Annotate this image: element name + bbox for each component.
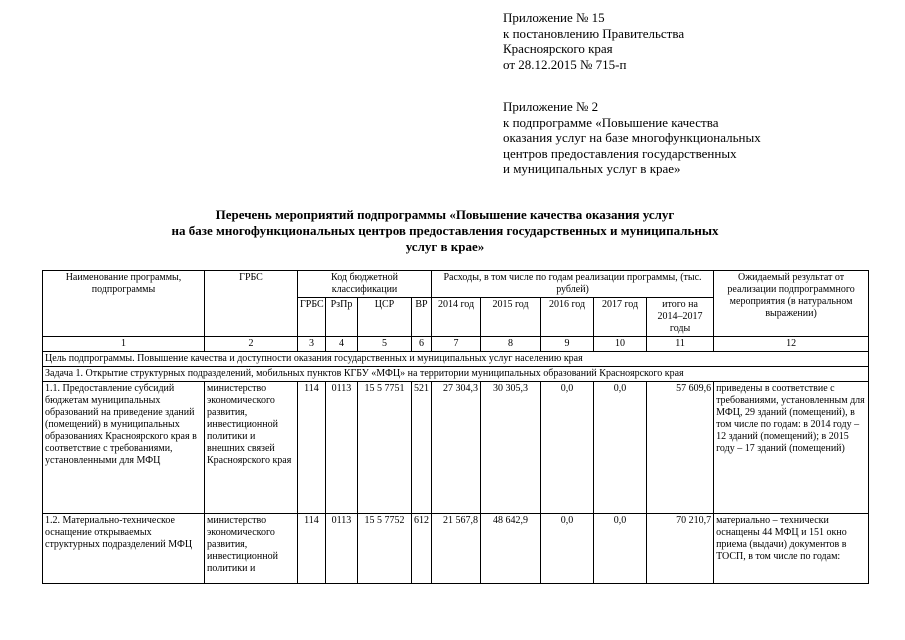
- column-number: 4: [326, 337, 358, 352]
- appendix-line: к постановлению Правительства: [503, 25, 685, 41]
- subheader-2017: 2017 год: [594, 298, 647, 337]
- measure-csr: 15 5 7752: [358, 514, 412, 584]
- table-row: [43, 514, 869, 584]
- measure-2014: 21 567,8: [432, 514, 481, 584]
- measure-total: 57 609,6: [647, 382, 714, 514]
- subheader-rzpr: РзПр: [326, 298, 358, 337]
- measure-code-grbs: 114: [298, 382, 326, 514]
- column-number: 3: [298, 337, 326, 352]
- appendix-line: Приложение № 2: [503, 99, 599, 114]
- column-number: 11: [647, 337, 714, 352]
- appendix-line: оказания услуг на базе многофункциональных: [503, 130, 761, 145]
- goal-text: Цель подпрограммы. Повышение качества и доступности оказания государственных и муниципальных услуг населению края: [43, 352, 869, 367]
- appendix-line: от 28.12.2015 № 715-п: [503, 56, 627, 72]
- measure-2014: 27 304,3: [432, 382, 481, 514]
- subheader-grbs: ГРБС: [298, 298, 326, 337]
- measure-result: приведены в соответствие с требованиями, установленным для МФЦ, 29 зданий (помещений), в том числе по годам: в 2014 году – 12 зданий (помещений); в 2015 году – 17 зданий (помещений): [714, 382, 869, 514]
- measure-grbs: министерство экономического развития, инвестиционной политики и: [205, 514, 298, 584]
- measure-rzpr: 0113: [326, 514, 358, 584]
- task-row: [43, 367, 869, 382]
- measure-2016: 0,0: [541, 382, 594, 514]
- measure-name: 1.2. Материально-техническое оснащение открываемых структурных подразделений МФЦ: [43, 514, 205, 584]
- subheader-2014: 2014 год: [432, 298, 481, 337]
- goal-row: [43, 352, 869, 367]
- title-line: услуг в крае»: [405, 239, 485, 254]
- title-line: Перечень мероприятий подпрограммы «Повышение качества оказания услуг: [215, 207, 675, 222]
- header-row: [43, 271, 869, 298]
- measure-csr: 15 5 7751: [358, 382, 412, 514]
- document-title: [100, 207, 790, 255]
- column-numbers-row: [43, 337, 869, 352]
- subheader-total: итого на 2014–2017 годы: [647, 298, 714, 337]
- column-number: 1: [43, 337, 205, 352]
- appendix-line: к подпрограмме «Повышение качества: [503, 114, 719, 130]
- column-number: 2: [205, 337, 298, 352]
- measure-code-grbs: 114: [298, 514, 326, 584]
- header-name: Наименование программы, подпрограммы: [43, 271, 205, 337]
- measure-2015: 30 305,3: [481, 382, 541, 514]
- measure-2017: 0,0: [594, 382, 647, 514]
- column-number: 5: [358, 337, 412, 352]
- column-number: 12: [714, 337, 869, 352]
- appendix-line: Приложение № 15: [503, 10, 605, 25]
- header-grbs: ГРБС: [205, 271, 298, 337]
- table-row: [43, 382, 869, 514]
- measure-2016: 0,0: [541, 514, 594, 584]
- column-number: 6: [412, 337, 432, 352]
- measure-result: материально – технически оснащены 44 МФЦ и 151 окно приема (выдачи) документов в ТОСП, в том числе по годам:: [714, 514, 869, 584]
- measure-2017: 0,0: [594, 514, 647, 584]
- column-number: 7: [432, 337, 481, 352]
- header-result: Ожидаемый результат от реализации подпрограммного мероприятия (в натуральном выражении): [714, 271, 869, 337]
- column-number: 9: [541, 337, 594, 352]
- appendix-line: и муниципальных услуг в крае»: [503, 161, 681, 176]
- measure-total: 70 210,7: [647, 514, 714, 584]
- measure-vr: 612: [412, 514, 432, 584]
- subheader-2015: 2015 год: [481, 298, 541, 337]
- measure-2015: 48 642,9: [481, 514, 541, 584]
- header-expenses: Расходы, в том числе по годам реализации программы, (тыс. рублей): [432, 271, 714, 298]
- subheader-vr: ВР: [412, 298, 432, 337]
- task-text: Задача 1. Открытие структурных подразделений, мобильных пунктов КГБУ «МФЦ» на территории муниципальных образований Красноярского края: [43, 367, 869, 382]
- measure-grbs: министерство экономического развития, инвестиционной политики и внешних связей Красноярского края: [205, 382, 298, 514]
- appendix-15-note: [503, 10, 684, 72]
- title-line: на базе многофункциональных центров предоставления государственных и муниципальных: [171, 223, 719, 238]
- measures-table: [42, 270, 869, 584]
- header-budget-code: Код бюджетной классификации: [298, 271, 432, 298]
- appendix-2-note: [503, 99, 761, 177]
- appendix-line: центров предоставления государственных: [503, 145, 737, 161]
- column-number: 8: [481, 337, 541, 352]
- subheader-csr: ЦСР: [358, 298, 412, 337]
- measure-vr: 521: [412, 382, 432, 514]
- measure-rzpr: 0113: [326, 382, 358, 514]
- appendix-line: Красноярского края: [503, 41, 613, 56]
- measure-name: 1.1. Предоставление субсидий бюджетам муниципальных образований на приведение зданий (помещений) в муниципальных образованиях Красноярского края в соответствие с требованиями, установленными для МФЦ: [43, 382, 205, 514]
- column-number: 10: [594, 337, 647, 352]
- subheader-2016: 2016 год: [541, 298, 594, 337]
